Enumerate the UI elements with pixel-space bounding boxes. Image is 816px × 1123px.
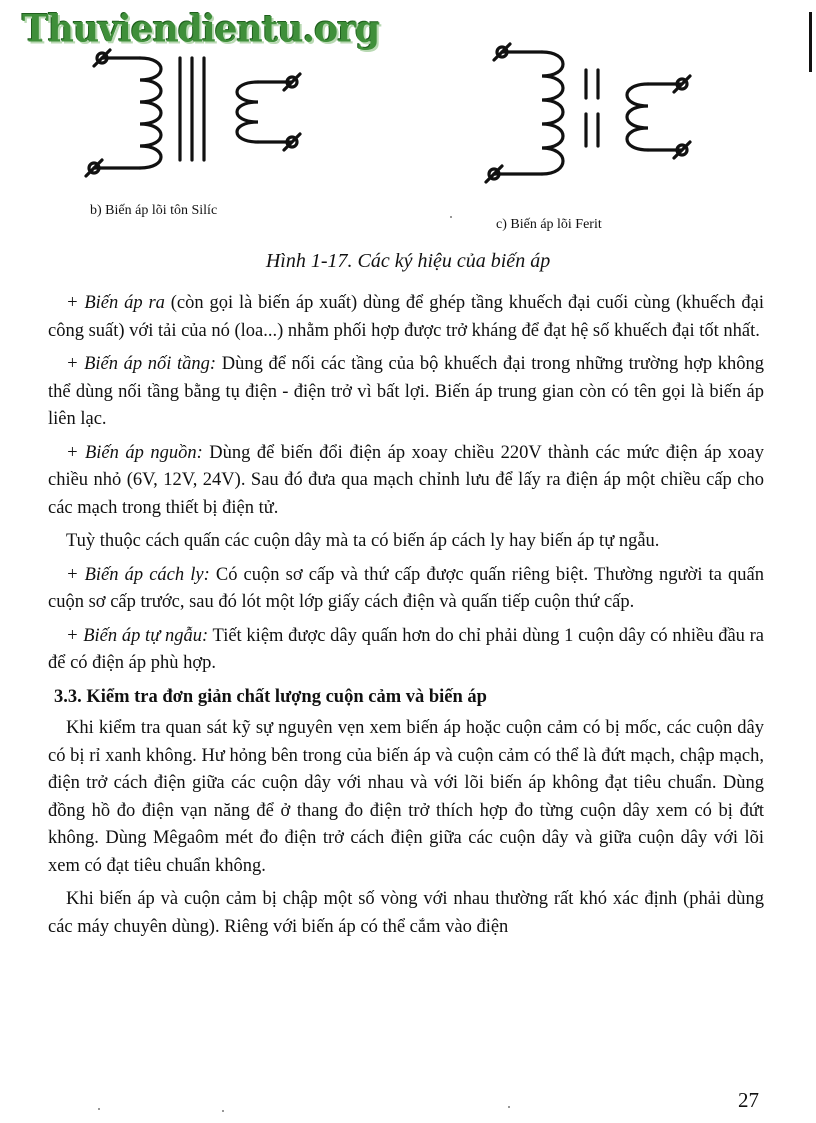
page-number: 27 <box>738 1088 759 1112</box>
paragraph-kiem-tra: Khi kiểm tra quan sát kỹ sự nguyên vẹn xem biến áp hoặc cuộn cảm có bị mốc, các cuộn dây có bị rỉ xanh không. Hư hỏng bên trong của biến áp và cuộn cảm có thể là đứt mạch, chập mạch, điện trở cách điện giữa các cuộn dây với nhau và với lõi biến áp không đạt tiêu chuẩn. Dùng đồng hồ đo điện vạn năng để ở thang đo điện trở thích hợp đo từng cuộn dây xem có bị đứt không. Dùng Mêgaôm mét đo điện trở cách điện giữa các cuộn dây và giữa cuộn dây với lõi xem có đạt tiêu chuẩn không. <box>48 718 764 876</box>
caption-c: c) Biến áp lõi Ferit <box>496 217 602 232</box>
body-text <box>48 290 764 947</box>
paragraph-cach-quan: Tuỳ thuộc cách quấn các cuộn dây mà ta có biến áp cách ly hay biến áp tự ngẫu. <box>66 531 660 551</box>
paragraph-bien-ap-ra: + Biến áp ra (còn gọi là biến áp xuất) dùng để ghép tầng khuếch đại cuối cùng (khuếch đại công suất) với tải của nó (loa...) nhằm phối hợp được trở kháng để đạt hệ số khuếch đại tốt nhất. <box>48 293 764 341</box>
paragraph-chap-vong: Khi biến áp và cuộn cảm bị chập một số vòng với nhau thường rất khó xác định (phải dùng các máy chuyên dùng). Riêng với biến áp có thể cắm vào điện <box>48 889 764 937</box>
paragraph-bien-ap-nguon: + Biến áp nguồn: Dùng để biến đổi điện áp xoay chiều 220V thành các mức điện áp xoay chiều nhỏ (6V, 12V, 24V). Sau đó đưa qua mạch chỉnh lưu để lấy ra điện áp một chiều cấp cho các mạch trong thiết bị điện tử. <box>48 442 764 518</box>
scan-speck <box>508 1106 510 1108</box>
paragraph-bien-ap-tu-ngau: + Biến áp tự ngẫu: Tiết kiệm được dây quấn hơn do chỉ phải dùng 1 cuộn dây có nhiều đầu ra để có điện áp phù hợp. <box>48 625 764 673</box>
figure-title: Hình 1-17. Các ký hiệu của biến áp <box>265 250 551 272</box>
watermark-logo: Thuviendientu.org <box>22 6 380 52</box>
scan-speck <box>222 1110 224 1112</box>
paragraph-bien-ap-noi-tang: + Biến áp nối tầng: Dùng để nối các tầng của bộ khuếch đại trong những trường hợp không thể dùng nối tầng bằng tụ điện - điện trở vì bất lợi. Biến áp trung gian còn có tên gọi là biến áp liên lạc. <box>48 354 764 429</box>
transformer-symbol-ferrite-core <box>480 38 710 188</box>
scan-speck <box>450 216 452 218</box>
scan-speck <box>98 1108 100 1110</box>
caption-b: b) Biến áp lõi tôn Silíc <box>90 203 218 218</box>
page-edge-mark <box>809 12 812 72</box>
section-heading: 3.3. Kiểm tra đơn giản chất lượng cuộn cảm và biến áp <box>54 686 487 707</box>
transformer-symbol-silicon-core <box>80 40 320 190</box>
paragraph-bien-ap-cach-ly: + Biến áp cách ly: Có cuộn sơ cấp và thứ cấp được quấn riêng biệt. Thường người ta quấn cuộn sơ cấp trước, sau đó lót một lớp giấy cách điện và quấn tiếp cuộn thứ cấp. <box>48 564 764 612</box>
